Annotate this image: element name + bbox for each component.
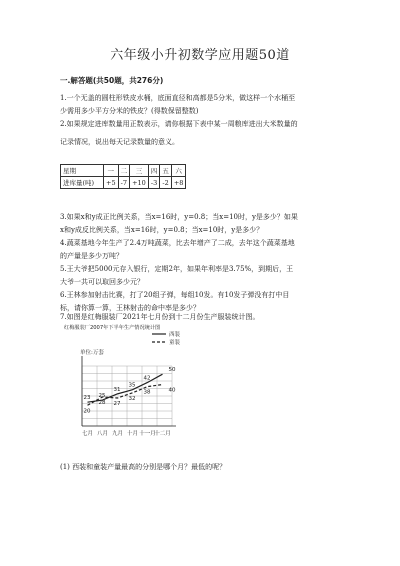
data-label: 42 bbox=[143, 375, 151, 382]
production-line-chart bbox=[60, 322, 200, 447]
x-tick-label: 十二月 bbox=[154, 431, 171, 437]
data-label: 31 bbox=[113, 386, 121, 393]
x-tick-label: 八月 bbox=[96, 431, 109, 437]
data-label: 20 bbox=[83, 408, 91, 415]
table-cell: 四 bbox=[148, 165, 160, 177]
table-cell: 一 bbox=[104, 165, 119, 177]
data-label: 25 bbox=[98, 393, 106, 400]
question-2: 2.如果规定进库数量用正数表示，请你根据下表中某一周粮库进出大米数量的 记录情况，说出每天记录数量的意义。 bbox=[60, 120, 298, 146]
chart-title: 红梅服装厂2007年下半年生产情况统计图 bbox=[64, 325, 161, 331]
data-label: 32 bbox=[128, 395, 136, 402]
y-axis-label: 单位:万套 bbox=[80, 350, 104, 356]
data-label: 28 bbox=[98, 399, 106, 406]
data-label: 27 bbox=[113, 401, 121, 408]
x-tick-label: 十月 bbox=[126, 431, 139, 437]
legend-label: 西装 bbox=[169, 332, 181, 338]
section-heading: 一.解答题(共50题，共276分) bbox=[60, 76, 164, 85]
question-5: 5.王大爷把5000元存入银行，定期2年，如果年利率是3.75%，到期后，王 大爷一共可以取回多少元？ bbox=[60, 265, 294, 286]
data-label: 50 bbox=[168, 367, 176, 374]
grain-stock-table bbox=[60, 164, 186, 189]
x-tick-label: 十一月 bbox=[139, 431, 156, 437]
question-7: 7.如图是红梅服装厂2021年七月份到十二月份生产服装统计图。 bbox=[60, 313, 260, 321]
table-cell: +8 bbox=[171, 177, 186, 189]
question-4: 4.蔬菜基地今年生产了2.4万吨蔬菜，比去年增产了二成，去年这个蔬菜基地 的产量是多少万吨？ bbox=[60, 239, 295, 260]
table-cell: -3 bbox=[148, 177, 160, 189]
subquestion-1: (1) 西装和童装产量最高的分别是哪个月？最低的呢？ bbox=[60, 463, 227, 471]
page-title: 六年级小升初数学应用题50道 bbox=[110, 48, 290, 63]
x-tick-label: 七月 bbox=[81, 431, 94, 437]
table-header-row bbox=[61, 165, 186, 177]
question-6: 6.王林参加射击比赛，打了20组子弹，每组10发。有10发子弹没有打中目 标，请你算一算，王林射击的命中率是多少？ bbox=[60, 291, 290, 312]
table-cell: 五 bbox=[160, 165, 172, 177]
table-cell: -2 bbox=[160, 177, 172, 189]
table-cell: 进库量(吨) bbox=[61, 177, 104, 189]
x-tick-label: 九月 bbox=[111, 431, 124, 437]
table-cell: 星期 bbox=[61, 165, 104, 177]
data-label: 35 bbox=[128, 382, 136, 389]
question-3: 3.如果x和y成正比例关系，当x=16时，y=0.8；当x=10时，y是多少？如果 x和y成反比例关系，当x=16时，y=0.8；当x=10时，y是多少？ bbox=[60, 213, 298, 234]
data-label: 38 bbox=[143, 389, 151, 396]
table-cell: 三 bbox=[130, 165, 149, 177]
table-cell: -7 bbox=[118, 177, 130, 189]
question-1: 1.一个无盖的圆柱形铁皮水桶，底面直径和高都是5分米，做这样一个水桶至 少需用多少平方分米的铁皮？(得数保留整数) bbox=[60, 94, 296, 115]
table-row bbox=[61, 177, 186, 189]
table-cell: +10 bbox=[130, 177, 149, 189]
table-cell: 六 bbox=[171, 165, 186, 177]
table-cell: 二 bbox=[118, 165, 130, 177]
legend-label: 童装 bbox=[169, 340, 181, 346]
data-label: 40 bbox=[168, 387, 176, 394]
data-label: 23 bbox=[83, 395, 91, 402]
table-cell: +5 bbox=[104, 177, 119, 189]
